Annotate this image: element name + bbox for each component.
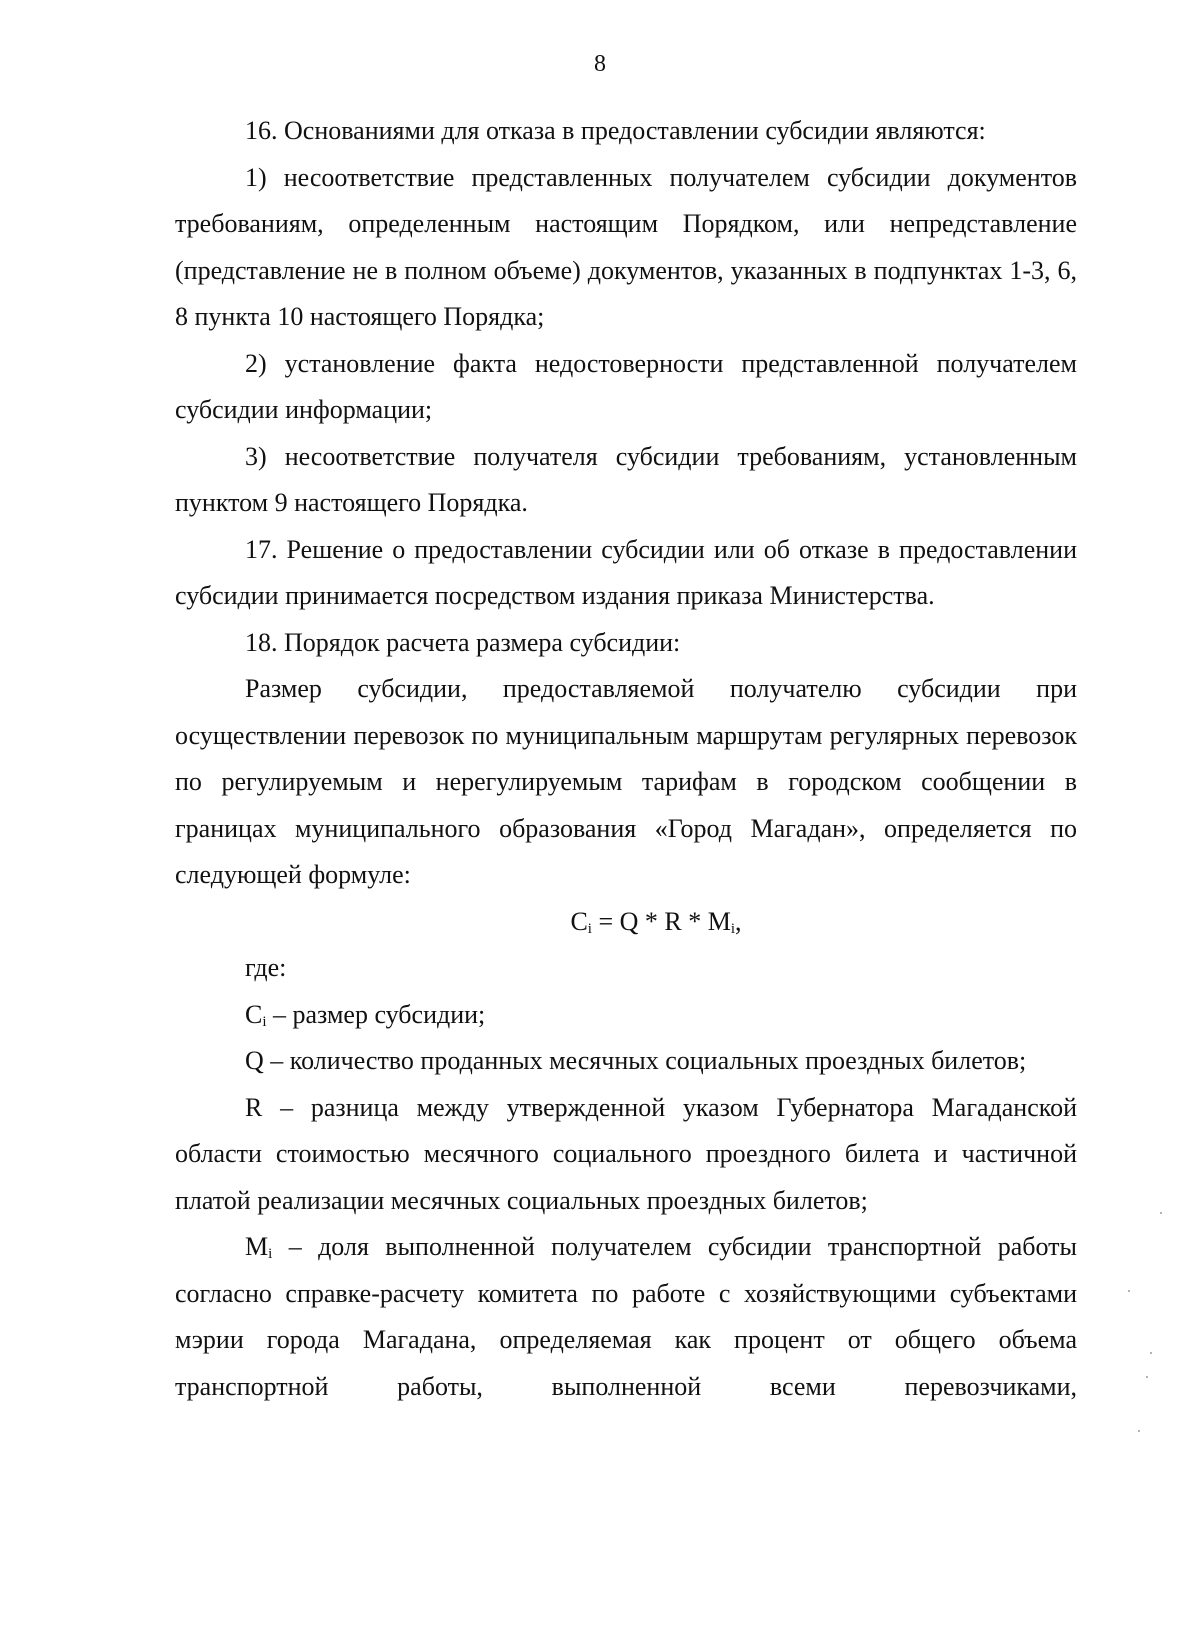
scan-speck bbox=[1138, 1430, 1140, 1432]
paragraph-16-heading: 16. Основаниями для отказа в предоставлении субсидии являются: bbox=[245, 116, 986, 145]
page-number: 8 bbox=[594, 51, 606, 77]
mi-subscript: i bbox=[268, 1246, 273, 1262]
paragraph-16-item-1: 1) несоответствие представленных получателем субсидии документов требованиям, определенным настоящим Порядком, или непредставление (представление не в полном объеме) документов, указанных в подпунктах 1-3, 6, 8 пункта 10 настоящего Порядка; bbox=[175, 162, 1077, 331]
mi-text: – доля выполненной получателем субсидии транспортной работы согласно справке-расчету комитета по работе с хозяйствующими субъектами мэрии города Магадана, определяемая как процент от общего объема транспортной работы, выполненной всеми перевозчиками, bbox=[175, 1232, 1077, 1401]
ci-subscript: i bbox=[262, 1013, 267, 1030]
scan-speck bbox=[1128, 1290, 1130, 1292]
r-definition: R – разница между утвержденной указом Губернатора Магаданской области стоимостью месячного социального проездного билета и частичной платой реализации месячных социальных проездных билетов; bbox=[175, 1092, 1077, 1215]
scan-speck bbox=[1146, 1376, 1148, 1378]
formula-c-letter: C bbox=[570, 906, 588, 936]
formula-c-subscript: i bbox=[587, 920, 592, 937]
formula-middle: = Q * R * M bbox=[591, 906, 731, 936]
paragraph-16-item-2: 2) установление факта недостоверности представленной получателем субсидии информации; bbox=[175, 348, 1077, 424]
paragraph-18-heading: 18. Порядок расчета размера субсидии: bbox=[245, 627, 681, 657]
paragraph-17: 17. Решение о предоставлении субсидии или об отказе в предоставлении субсидии принимается посредством издания приказа Министерства. bbox=[175, 534, 1077, 610]
formula-m-subscript: i bbox=[730, 920, 736, 937]
paragraph-16-item-3: 3) несоответствие получателя субсидии требованиям, установленным пунктом 9 настоящего Порядка. bbox=[175, 441, 1077, 517]
document-body bbox=[175, 108, 1077, 1410]
formula-end: , bbox=[735, 906, 742, 936]
mi-definition bbox=[175, 1224, 1077, 1410]
subsidy-formula bbox=[175, 899, 1077, 946]
q-definition: Q – количество проданных месячных социальных проездных билетов; bbox=[245, 1046, 1027, 1075]
paragraph-18-text: Размер субсидии, предоставляемой получателю субсидии при осуществлении перевозок по муниципальным маршрутам регулярных перевозок по регулируемым и нерегулируемым тарифам в городском сообщении в границах муниципального образования «Город Магадан», определяется по следующей формуле: bbox=[175, 674, 1077, 889]
mi-letter: M bbox=[245, 1232, 269, 1261]
where-label: где: bbox=[245, 953, 287, 982]
ci-definition bbox=[175, 992, 1077, 1039]
ci-text: – размер субсидии; bbox=[266, 999, 486, 1029]
scan-speck bbox=[1150, 1352, 1152, 1354]
ci-letter: C bbox=[245, 999, 263, 1029]
scan-speck bbox=[1160, 1212, 1162, 1214]
